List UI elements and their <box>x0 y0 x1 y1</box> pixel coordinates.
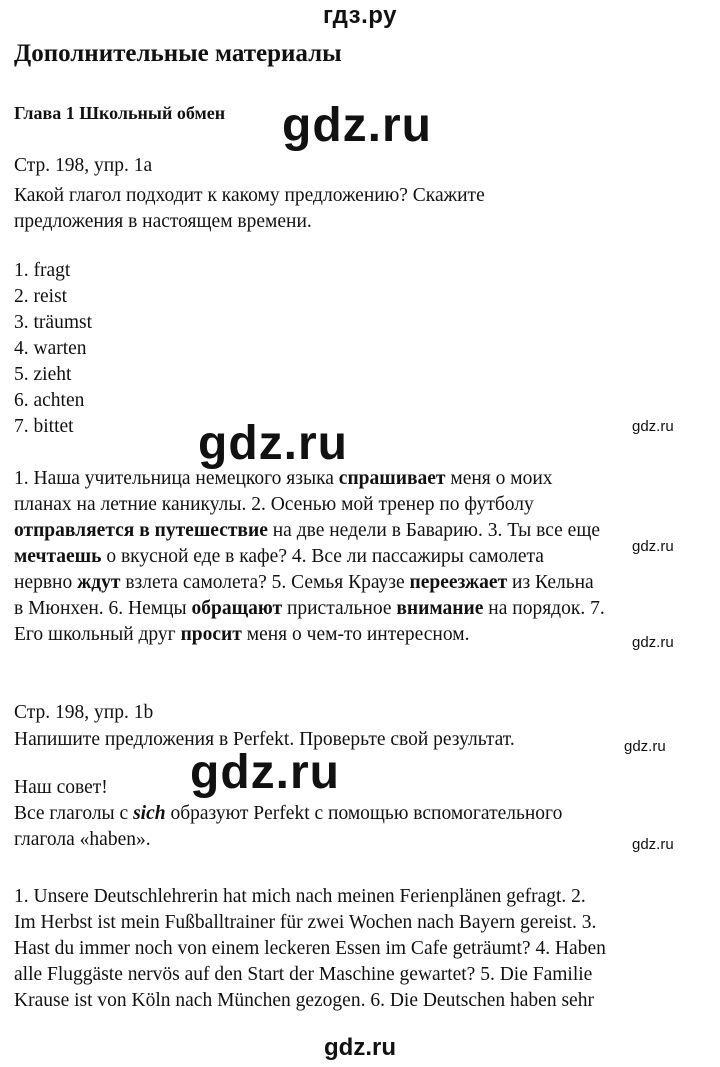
watermark-large: gdz.ru <box>282 99 432 152</box>
exercise-1b-answers <box>14 884 714 1014</box>
answer-item: 4. warten <box>14 338 87 359</box>
answer-line: alle Fluggäste nervös auf den Start der Maschine gewartet? 5. Die Familie <box>14 964 593 985</box>
answer-item: 3. träumst <box>14 312 92 333</box>
answer-item: 1. fragt <box>14 260 71 281</box>
answer-line: Krause ist von Köln nach München gezogen. 6. Die Deutschen haben sehr <box>14 990 594 1011</box>
page-title: Дополнительные материалы <box>14 40 342 67</box>
answer-item: 5. zieht <box>14 364 72 385</box>
exercise-1a-task-line-1: Какой глагол подходит к какому предложению? Скажите <box>14 185 485 206</box>
exercise-1a-ref: Стр. 198, упр. 1a <box>14 155 153 176</box>
translation-line: планах на летние каникулы. 2. Осенью мой тренер по футболу <box>14 494 534 515</box>
watermark-small: gdz.ru <box>624 738 666 755</box>
exercise-1b-task: Напишите предложения в Perfekt. Проверьте свой результат. <box>14 729 515 750</box>
tip-title: Наш совет! <box>14 777 108 798</box>
exercise-1a-answer-list <box>14 258 92 440</box>
translation-line: в Мюнхен. 6. Немцы обращают пристальное внимание на порядок. 7. <box>14 598 605 619</box>
translation-line: отправляется в путешествие на две недели в Баварию. 3. Ты все еще <box>14 520 600 541</box>
answer-item: 2. reist <box>14 286 68 307</box>
watermark-small: gdz.ru <box>632 836 674 853</box>
answer-line: 1. Unsere Deutschlehrerin hat mich nach meinen Ferienplänen gefragt. 2. <box>14 886 586 907</box>
answer-line: Hast du immer noch von einem leckeren Essen im Cafe geträumt? 4. Haben <box>14 938 606 959</box>
watermark-large: gdz.ru <box>198 417 348 470</box>
answer-line: Im Herbst ist mein Fußballtrainer für zwei Wochen nach Bayern gereist. 3. <box>14 912 597 933</box>
tip-line-1: Все глаголы с sich образуют Perfekt с помощью вспомогательного <box>14 803 563 824</box>
site-header: гдз.ру <box>323 2 397 29</box>
site-footer: gdz.ru <box>324 1034 396 1061</box>
translation-line: Его школьный друг просит меня о чем-то интересном. <box>14 624 470 645</box>
watermark-small: gdz.ru <box>632 538 674 555</box>
translation-line: мечтаешь о вкусной еде в кафе? 4. Все ли пассажиры самолета <box>14 546 544 567</box>
exercise-1a-task-line-2: предложения в настоящем времени. <box>14 211 312 232</box>
watermark-large: gdz.ru <box>190 746 340 799</box>
translation-line: 1. Наша учительница немецкого языка спрашивает меня о моих <box>14 468 553 489</box>
answer-item: 7. bittet <box>14 416 74 437</box>
answer-item: 6. achten <box>14 390 85 411</box>
chapter-heading: Глава 1 Школьный обмен <box>14 103 226 123</box>
translation-line: нервно ждут взлета самолета? 5. Семья Краузе переезжает из Кельна <box>14 572 594 593</box>
tip-line-2: глагола «haben». <box>14 829 151 850</box>
exercise-1a-translation <box>14 466 714 648</box>
watermark-small: gdz.ru <box>632 634 674 651</box>
exercise-1b-ref: Стр. 198, упр. 1b <box>14 702 154 723</box>
watermark-small: gdz.ru <box>632 418 674 435</box>
